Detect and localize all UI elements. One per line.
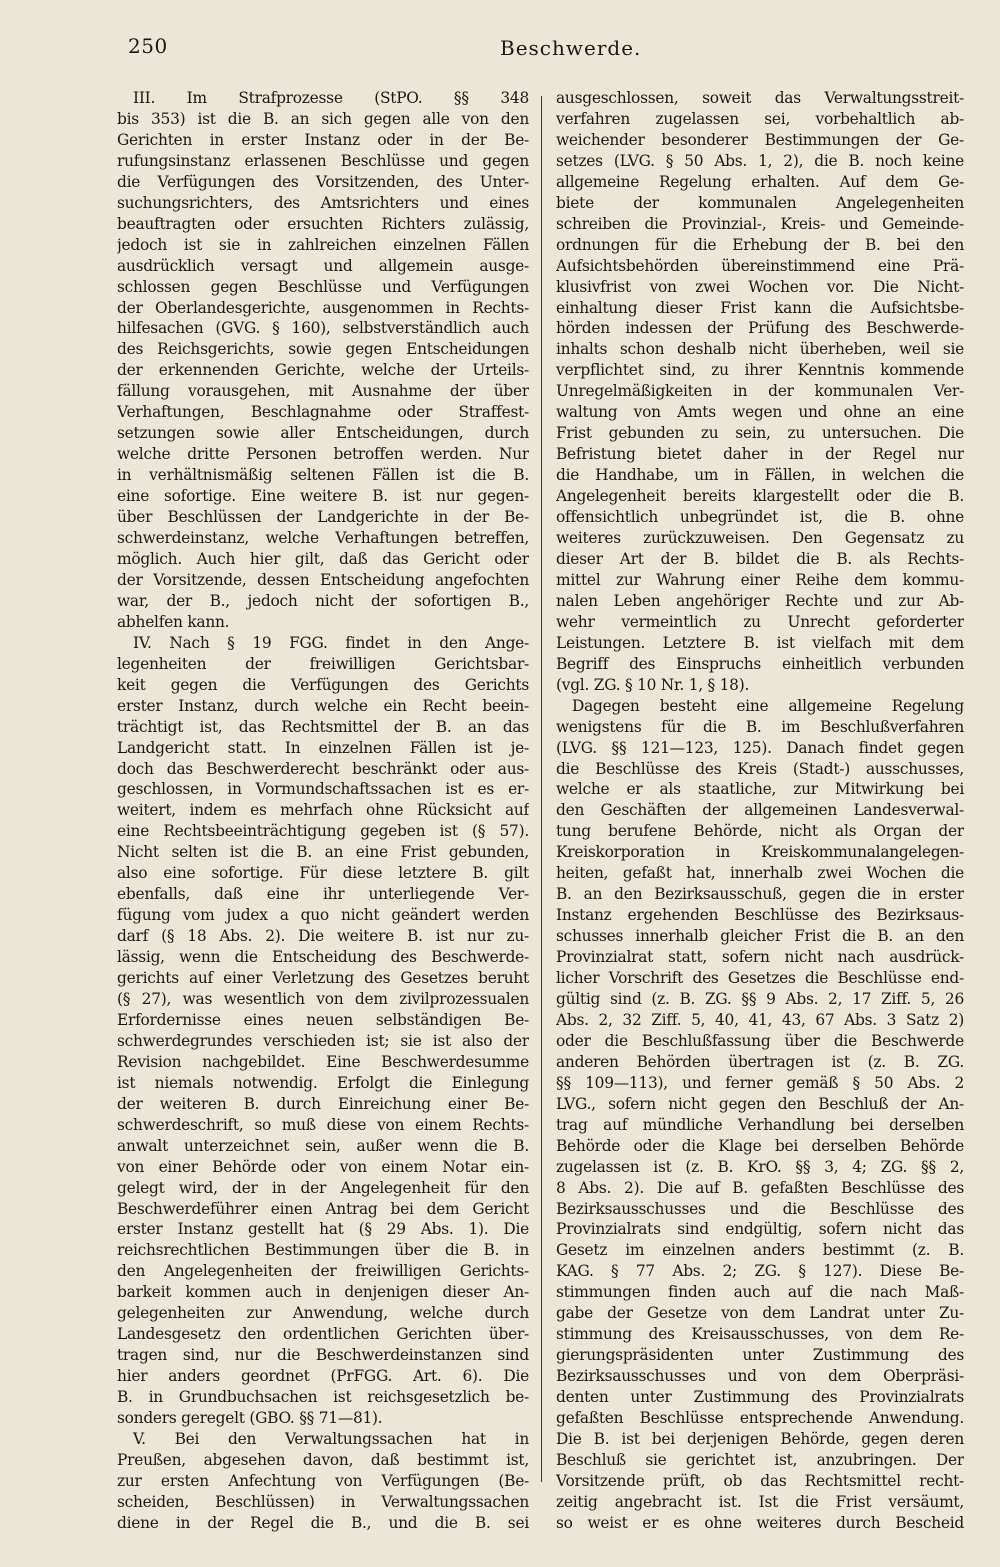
text-line: 8 Abs. 2). Die auf B. gefaßten Beschlüsse des <box>556 1178 964 1197</box>
text-line: des Reichsgerichts, sowie gegen Entscheidungen <box>117 340 529 359</box>
text-line: der weiteren B. durch Einreichung einer Be- <box>117 1094 529 1113</box>
text-line: rufungsinstanz erlassenen Beschlüsse und gegen <box>117 151 529 170</box>
text-line: V. Bei den Verwaltungssachen hat in <box>133 1430 529 1448</box>
text-line: trag auf mündliche Verhandlung bei derselben <box>556 1115 964 1134</box>
text-line: so weist er es ohne weiteres durch Bescheid <box>556 1513 964 1532</box>
text-line: also eine sofortige. Für diese letztere B. gilt <box>117 864 529 883</box>
text-line: dieser Art der B. bildet die B. als Rechts- <box>556 549 964 568</box>
text-line: beauftragten oder ersuchten Richters zulässig, <box>117 214 529 233</box>
text-line: Bezirksausschusses und von dem Oberpräsi- <box>556 1367 964 1386</box>
text-line: zeitig angebracht ist. Ist die Frist versäumt, <box>556 1492 964 1511</box>
text-line: verpflichtet sind, zu ihrer Kenntnis kommende <box>556 361 964 380</box>
text-line: diene in der Regel die B., und die B. sei <box>117 1513 529 1532</box>
text-line: die Beschlüsse des Kreis (Stadt-) ausschusses, <box>556 759 964 778</box>
text-line: weitert, indem es mehrfach ohne Rücksicht auf <box>117 801 529 820</box>
text-line: welche dritte Personen betroffen werden. Nur <box>117 445 529 464</box>
text-line: Leistungen. Letztere B. ist vielfach mit dem <box>556 633 964 652</box>
text-line: verfahren zugelassen sei, vorbehaltlich ab- <box>556 109 964 128</box>
text-line: anwalt unterzeichnet sein, außer wenn die B. <box>117 1136 529 1155</box>
text-line: ordnungen für die Erhebung der B. bei den <box>556 235 964 254</box>
text-line: denten unter Zustimmung des Provinzialrats <box>556 1388 964 1407</box>
text-line: klusivfrist von zwei Wochen vor. Die Nicht- <box>556 277 964 296</box>
text-line: Unregelmäßigkeiten in der kommunalen Ver- <box>556 382 964 401</box>
text-line: über Beschlüssen der Landgerichte in der Be- <box>117 508 529 527</box>
text-line: suchungsrichters, des Amtsrichters und eines <box>117 193 529 212</box>
text-line: wenigstens für die B. im Beschlußverfahren <box>556 717 964 736</box>
text-line: lässig, wenn die Entscheidung des Beschwerde- <box>117 948 529 967</box>
text-line: tung berufene Behörde, nicht als Organ der <box>556 822 964 841</box>
text-line: barkeit kommen auch in denjenigen dieser An- <box>117 1283 529 1302</box>
text-line: war, der B., jedoch nicht der sofortigen B., <box>117 591 529 610</box>
text-line: Revision nachgebildet. Eine Beschwerdesumme <box>117 1052 529 1071</box>
text-line: den Geschäften der allgemeinen Landesverwal- <box>556 801 964 820</box>
text-line: setzes (LVG. § 50 Abs. 1, 2), die B. noch keine <box>556 151 964 170</box>
text-line: eine Rechtsbeeinträchtigung gegeben ist (§ 57). <box>117 822 529 841</box>
text-line: Angelegenheit bereits klargestellt oder die B. <box>556 487 964 506</box>
text-line: Nicht selten ist die B. an eine Frist gebunden, <box>117 843 529 862</box>
text-line: ist niemals notwendig. Erfolgt die Einlegung <box>117 1073 529 1092</box>
text-line: waltung von Amts wegen und ohne an eine <box>556 403 964 422</box>
text-line: weiteres zurückzuweisen. Den Gegensatz zu <box>556 529 964 548</box>
text-line: Provinzialrat statt, sofern nicht nach ausdrück- <box>556 948 964 967</box>
text-line: B. in Grundbuchsachen ist reichsgesetzlich be- <box>117 1388 529 1407</box>
text-line: Landesgesetz den ordentlichen Gerichten über- <box>117 1325 529 1344</box>
text-line: Frist gebunden zu sein, zu untersuchen. Die <box>556 424 964 443</box>
text-line: (§ 27), was wesentlich von dem zivilprozessualen <box>117 989 529 1008</box>
text-line: erster Instanz gestellt hat (§ 29 Abs. 1). Die <box>117 1220 529 1239</box>
text-line: Bezirksausschusses und die Beschlüsse des <box>556 1199 964 1218</box>
text-line: bis 353) ist die B. an sich gegen alle von den <box>117 109 529 128</box>
text-line: erster Instanz, durch welche ein Recht beein- <box>117 696 529 715</box>
text-line: der Oberlandesgerichte, ausgenommen in Rechts- <box>117 298 529 317</box>
text-line: zugelassen ist (z. B. KrO. §§ 3, 4; ZG. §§ 2, <box>556 1157 964 1176</box>
text-line: Gesetz im einzelnen anders bestimmt (z. B. <box>556 1241 964 1260</box>
text-line: allgemeine Regelung erhalten. Auf dem Ge- <box>556 172 964 191</box>
text-line: licher Vorschrift des Gesetzes die Beschlüsse end- <box>556 969 964 988</box>
text-line: Verhaftungen, Beschlagnahme oder Straffest- <box>117 403 529 422</box>
text-line: schusses innerhalb gleicher Frist die B. an den <box>556 927 964 946</box>
text-line: gabe der Gesetze von dem Landrat unter Zu- <box>556 1304 964 1323</box>
text-line: nalen Leben angehöriger Rechte und zur Ab- <box>556 591 964 610</box>
page-number: 250 <box>128 34 168 58</box>
text-line: schlossen gegen Beschlüsse und Verfügungen <box>117 277 529 296</box>
text-line: fällung vorausgehen, mit Ausnahme der über <box>117 382 529 401</box>
text-line: Behörde oder die Klage bei derselben Behörde <box>556 1136 964 1155</box>
text-line: gierungspräsidenten unter Zustimmung des <box>556 1346 964 1365</box>
text-line: doch das Beschwerderecht beschränkt oder aus- <box>117 759 529 778</box>
text-line: hörden indessen der Prüfung des Beschwerde- <box>556 319 964 338</box>
text-line: schwerdeinstanz, welche Verhaftungen betreffen, <box>117 529 529 548</box>
text-line: Landgericht statt. In einzelnen Fällen ist je- <box>117 738 529 757</box>
text-line: Beschluß sie gerichtet ist, anzubringen. Der <box>556 1450 964 1469</box>
text-line: zur ersten Anfechtung von Verfügungen (Be- <box>117 1471 529 1490</box>
text-line: eine sofortige. Eine weitere B. ist nur gegen- <box>117 487 529 506</box>
text-line: Abs. 2, 32 Ziff. 5, 40, 41, 43, 67 Abs. 3 Satz 2) <box>556 1010 964 1029</box>
text-line: ausgeschlossen, soweit das Verwaltungsstreit- <box>556 89 964 107</box>
text-line: der Vorsitzende, dessen Entscheidung angefochten <box>117 570 529 589</box>
text-line: Beschwerdeführer einen Antrag bei dem Gericht <box>117 1199 529 1218</box>
text-line: biete der kommunalen Angelegenheiten <box>556 193 964 212</box>
text-line: Aufsichtsbehörden übereinstimmend eine Prä- <box>556 256 964 275</box>
text-line: Begriff des Einspruchs einheitlich verbunden <box>556 654 964 673</box>
text-line: III. Im Strafprozesse (StPO. §§ 348 <box>133 89 529 107</box>
text-line: darf (§ 18 Abs. 2). Die weitere B. ist nur zu- <box>117 927 529 946</box>
text-line: KAG. § 77 Abs. 2; ZG. § 127). Diese Be- <box>556 1262 964 1281</box>
text-line: inhalts schon deshalb nicht überheben, weil sie <box>556 340 964 359</box>
text-line: oder die Beschlußfassung über die Beschwerde <box>556 1031 964 1050</box>
text-line: offensichtlich unbegründet ist, die B. ohne <box>556 508 964 527</box>
text-line: hilfesachen (GVG. § 160), selbstverständlich auch <box>117 319 529 338</box>
text-line: gelegt wird, der in der Angelegenheit für den <box>117 1178 529 1197</box>
page-header <box>0 34 1000 64</box>
left-text-column <box>117 88 529 1532</box>
text-line: setzungen sowie aller Entscheidungen, durch <box>117 424 529 443</box>
text-line: legenheiten der freiwilligen Gerichtsbar- <box>117 654 529 673</box>
text-line: Erfordernisse eines neuen selbständigen Be- <box>117 1010 529 1029</box>
text-line: schreiben die Provinzial-, Kreis- und Gemeinde- <box>556 214 964 233</box>
text-line: Provinzialrats sind endgültig, sofern nicht das <box>556 1220 964 1239</box>
text-line: Preußen, abgesehen davon, daß bestimmt ist, <box>117 1450 529 1469</box>
text-line: heiten, gefaßt hat, innerhalb zwei Wochen die <box>556 864 964 883</box>
text-line: gerichts auf einer Verletzung des Gesetzes beruht <box>117 969 529 988</box>
text-line: den Angelegenheiten der freiwilligen Gerichts- <box>117 1262 529 1281</box>
text-line: gefaßten Beschlüsse entsprechende Anwendung. <box>556 1409 964 1428</box>
text-line: ebenfalls, daß eine ihr unterliegende Ver- <box>117 885 529 904</box>
text-line: Dagegen besteht eine allgemeine Regelung <box>572 696 964 715</box>
text-line: Vorsitzende prüft, ob das Rechtsmittel recht- <box>556 1471 964 1490</box>
text-line: tragen sind, nur die Beschwerdeinstanzen sind <box>117 1346 529 1365</box>
text-line: geschlossen, in Vormundschaftssachen ist es er- <box>117 780 529 799</box>
text-line: welche er als staatliche, zur Mitwirkung bei <box>556 780 964 799</box>
text-line: LVG., sofern nicht gegen den Beschluß der An- <box>556 1094 964 1113</box>
text-line: möglich. Auch hier gilt, daß das Gericht oder <box>117 549 529 568</box>
text-line: anderen Behörden übertragen ist (z. B. ZG. <box>556 1052 964 1071</box>
running-head: Beschwerde. <box>500 36 642 60</box>
text-line: fügung vom judex a quo nicht geändert werden <box>117 906 529 925</box>
text-line: stimmungen finden auch auf die nach Maß- <box>556 1283 964 1302</box>
text-line: gelegenheiten zur Anwendung, welche durch <box>117 1304 529 1323</box>
right-text-column <box>556 88 964 1532</box>
text-line: ausdrücklich versagt und allgemein ausge- <box>117 256 529 275</box>
text-line: Kreiskorporation in Kreiskommunalangelegen- <box>556 843 964 862</box>
text-line: reichsrechtlichen Bestimmungen über die B. in <box>117 1241 529 1260</box>
text-line: gültig sind (z. B. ZG. §§ 9 Abs. 2, 17 Ziff. 5, 26 <box>556 989 964 1008</box>
text-line: Die B. ist bei derjenigen Behörde, gegen deren <box>556 1430 964 1448</box>
text-line: Befristung bietet daher in der Regel nur <box>556 445 964 464</box>
text-line: sonders geregelt (GBO. §§ 71—81). <box>117 1409 383 1428</box>
text-line: in verhältnismäßig seltenen Fällen ist die B. <box>117 466 529 485</box>
text-line: keit gegen die Verfügungen des Gerichts <box>117 675 529 694</box>
text-line: (vgl. ZG. § 10 Nr. 1, § 18). <box>556 675 750 694</box>
text-line: weichender besonderer Bestimmungen der Ge- <box>556 130 964 149</box>
column-divider <box>541 96 542 1482</box>
text-line: §§ 109—113), und ferner gemäß § 50 Abs. 2 <box>556 1073 964 1092</box>
text-line: die Verfügungen des Vorsitzenden, des Unter- <box>117 172 529 191</box>
text-line: B. an den Bezirksausschuß, gegen die in erster <box>556 885 964 904</box>
text-line: abhelfen kann. <box>117 612 230 631</box>
text-line: stimmung des Kreisausschusses, von dem Re- <box>556 1325 964 1344</box>
text-line: die Handhabe, um in Fällen, in welchen die <box>556 466 964 485</box>
text-line: IV. Nach § 19 FGG. findet in den Ange- <box>133 633 529 652</box>
text-line: der erkennenden Gerichte, welche der Urteils- <box>117 361 529 380</box>
text-line: einhaltung dieser Frist kann die Aufsichtsbe- <box>556 298 964 317</box>
text-line: schwerdeschrift, so muß diese von einem Rechts- <box>117 1115 529 1134</box>
text-line: Gerichten in erster Instanz oder in der Be- <box>117 130 529 149</box>
text-line: schwerdegrundes verschieden ist; sie ist also der <box>117 1031 529 1050</box>
text-line: jedoch ist sie in zahlreichen einzelnen Fällen <box>117 235 529 254</box>
text-line: hier anders geordnet (PrFGG. Art. 6). Die <box>117 1367 529 1386</box>
text-line: von einer Behörde oder von einem Notar ein- <box>117 1157 529 1176</box>
text-line: (LVG. §§ 121—123, 125). Danach findet gegen <box>556 738 964 757</box>
text-line: Instanz ergehenden Beschlüsse des Bezirksaus- <box>556 906 964 925</box>
text-line: mittel zur Wahrung einer Reihe dem kommu- <box>556 570 964 589</box>
text-line: trächtigt ist, das Rechtsmittel der B. an das <box>117 717 529 736</box>
text-line: wehr vermeintlich zu Unrecht geforderter <box>556 612 964 631</box>
text-line: scheiden, Beschlüssen) in Verwaltungssachen <box>117 1492 529 1511</box>
